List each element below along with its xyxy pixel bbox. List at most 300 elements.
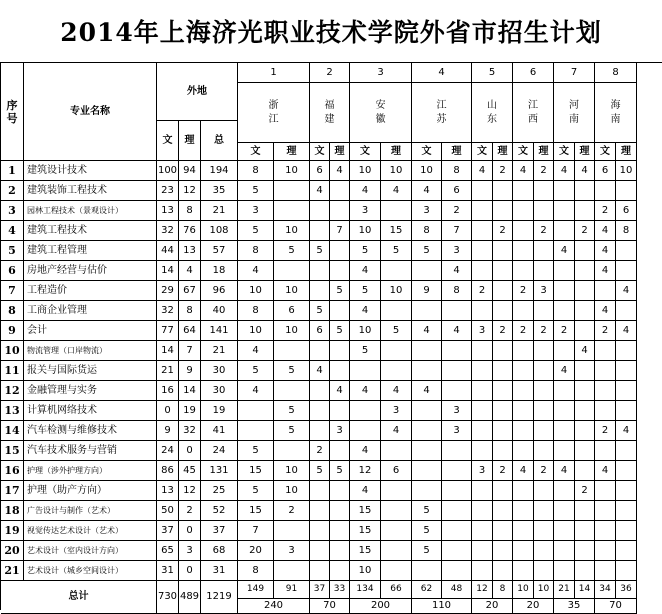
plan-cell: [513, 441, 534, 461]
row-total: 24: [201, 441, 238, 461]
major-name: 建筑装饰工程技术: [24, 181, 157, 201]
plan-cell: [442, 481, 472, 501]
plan-cell: 2: [472, 281, 493, 301]
wen-total: 44: [157, 241, 179, 261]
row-total: 40: [201, 301, 238, 321]
plan-cell: 2: [534, 321, 554, 341]
plan-cell: 2: [493, 161, 513, 181]
plan-cell: [310, 281, 330, 301]
major-name: 建筑工程管理: [24, 241, 157, 261]
plan-cell: [472, 541, 493, 561]
plan-cell: 4: [554, 361, 575, 381]
plan-cell: [274, 381, 310, 401]
plan-cell: [616, 341, 637, 361]
row-total: 96: [201, 281, 238, 301]
plan-cell: [534, 341, 554, 361]
province-total: 35: [554, 599, 595, 614]
plan-cell: 12: [350, 461, 381, 481]
plan-cell: 2: [534, 221, 554, 241]
plan-cell: [513, 421, 534, 441]
major-name: 工程造价: [24, 281, 157, 301]
row-total: 30: [201, 361, 238, 381]
plan-cell: [554, 261, 575, 281]
row-total: 30: [201, 381, 238, 401]
plan-cell: 3: [442, 421, 472, 441]
plan-cell: 10: [274, 481, 310, 501]
row-index: 17: [1, 481, 24, 501]
plan-cell: 8: [616, 221, 637, 241]
li-total: 8: [179, 301, 201, 321]
wen-subheader: 文: [310, 143, 330, 161]
plan-cell: [330, 481, 350, 501]
plan-cell: [472, 381, 493, 401]
plan-cell: 6: [442, 181, 472, 201]
li-subheader: 理: [575, 143, 595, 161]
plan-cell: 5: [238, 181, 274, 201]
plan-cell: [554, 301, 575, 321]
li-total: 12: [179, 481, 201, 501]
plan-cell: [412, 401, 442, 421]
plan-cell: [472, 421, 493, 441]
plan-cell: [442, 381, 472, 401]
li-subheader: 理: [442, 143, 472, 161]
plan-cell: [554, 281, 575, 301]
plan-cell: [616, 401, 637, 421]
plan-cell: 3: [534, 281, 554, 301]
plan-cell: 10: [350, 161, 381, 181]
plan-cell: [274, 561, 310, 581]
plan-cell: 2: [534, 461, 554, 481]
plan-cell: [513, 481, 534, 501]
plan-cell: 5: [381, 321, 412, 341]
plan-cell: 2: [595, 201, 616, 221]
province-name: 山 东: [472, 83, 513, 143]
province-subtotal: 12: [472, 581, 493, 599]
plan-cell: [575, 501, 595, 521]
row-total: 37: [201, 521, 238, 541]
plan-cell: [513, 501, 534, 521]
plan-cell: [310, 421, 330, 441]
plan-cell: 5: [330, 281, 350, 301]
plan-cell: [442, 341, 472, 361]
plan-cell: 4: [595, 461, 616, 481]
plan-cell: 10: [381, 161, 412, 181]
li-total: 0: [179, 441, 201, 461]
li-total: 76: [179, 221, 201, 241]
plan-cell: [381, 561, 412, 581]
plan-cell: [310, 201, 330, 221]
plan-cell: 4: [381, 381, 412, 401]
province-subtotal: 37: [310, 581, 330, 599]
li-total: 9: [179, 361, 201, 381]
province-subtotal: 91: [274, 581, 310, 599]
plan-cell: [330, 401, 350, 421]
plan-cell: 4: [616, 321, 637, 341]
plan-cell: [472, 261, 493, 281]
major-name: 广告设计与制作（艺术）: [24, 501, 157, 521]
plan-cell: [274, 201, 310, 221]
plan-cell: [412, 261, 442, 281]
plan-cell: [554, 521, 575, 541]
plan-cell: 10: [350, 221, 381, 241]
province-number: 8: [595, 63, 637, 83]
province-name: 安 徽: [350, 83, 412, 143]
plan-cell: [513, 261, 534, 281]
plan-cell: [554, 441, 575, 461]
plan-cell: [274, 181, 310, 201]
plan-cell: [534, 421, 554, 441]
plan-cell: [442, 361, 472, 381]
plan-cell: 5: [330, 321, 350, 341]
wen-subheader: 文: [554, 143, 575, 161]
seq-header: 序 号: [1, 63, 24, 161]
province-number: 4: [412, 63, 472, 83]
plan-cell: [381, 481, 412, 501]
plan-cell: [493, 501, 513, 521]
row-total: 25: [201, 481, 238, 501]
li-subheader: 理: [381, 143, 412, 161]
plan-cell: [575, 261, 595, 281]
plan-cell: [554, 541, 575, 561]
plan-cell: 15: [238, 461, 274, 481]
plan-cell: [381, 441, 412, 461]
major-name: 园林工程技术（景观设计）: [24, 201, 157, 221]
plan-cell: [472, 501, 493, 521]
major-name: 金融管理与实务: [24, 381, 157, 401]
li-total: 12: [179, 181, 201, 201]
wen-total: 16: [157, 381, 179, 401]
plan-cell: [381, 361, 412, 381]
plan-cell: [350, 421, 381, 441]
plan-cell: 4: [350, 261, 381, 281]
major-name: 护理（涉外护理方向）: [24, 461, 157, 481]
plan-cell: 6: [616, 201, 637, 221]
plan-cell: 10: [381, 281, 412, 301]
plan-cell: [274, 441, 310, 461]
plan-cell: [575, 441, 595, 461]
plan-cell: [412, 421, 442, 441]
row-index: 8: [1, 301, 24, 321]
plan-cell: [238, 421, 274, 441]
plan-cell: 9: [412, 281, 442, 301]
wen-total: 21: [157, 361, 179, 381]
plan-cell: 2: [554, 321, 575, 341]
plan-cell: [534, 241, 554, 261]
plan-cell: [595, 341, 616, 361]
plan-cell: 4: [310, 181, 330, 201]
plan-cell: 5: [274, 241, 310, 261]
plan-cell: 5: [274, 421, 310, 441]
wen-total: 86: [157, 461, 179, 481]
province-subtotal: 36: [616, 581, 637, 599]
li-header: 理: [179, 121, 201, 161]
plan-cell: 15: [350, 501, 381, 521]
plan-cell: 6: [310, 321, 330, 341]
plan-cell: [493, 381, 513, 401]
plan-cell: [513, 181, 534, 201]
province-total: 70: [310, 599, 350, 614]
plan-cell: [554, 481, 575, 501]
plan-cell: [330, 361, 350, 381]
plan-cell: 10: [274, 461, 310, 481]
wen-total: 23: [157, 181, 179, 201]
plan-cell: [493, 481, 513, 501]
plan-cell: [472, 241, 493, 261]
plan-cell: 5: [412, 541, 442, 561]
zong-header: 总: [201, 121, 238, 161]
plan-cell: 5: [310, 461, 330, 481]
plan-cell: [513, 201, 534, 221]
row-index: 19: [1, 521, 24, 541]
plan-cell: [472, 301, 493, 321]
plan-cell: [575, 181, 595, 201]
li-total: 94: [179, 161, 201, 181]
plan-cell: 4: [616, 421, 637, 441]
major-name: 视觉传达艺术设计（艺术）: [24, 521, 157, 541]
plan-cell: [575, 541, 595, 561]
plan-cell: 2: [534, 161, 554, 181]
wen-total: 77: [157, 321, 179, 341]
wen-subheader: 文: [513, 143, 534, 161]
plan-cell: [554, 381, 575, 401]
li-total: 19: [179, 401, 201, 421]
plan-cell: [616, 361, 637, 381]
plan-cell: [595, 561, 616, 581]
plan-cell: 8: [238, 561, 274, 581]
page-title: 2014年上海济光职业技术学院外省市招生计划: [60, 18, 602, 47]
plan-cell: [616, 381, 637, 401]
plan-cell: 3: [472, 461, 493, 481]
wen-total: 9: [157, 421, 179, 441]
plan-cell: 4: [513, 461, 534, 481]
plan-cell: 4: [595, 261, 616, 281]
major-name: 计算机网络技术: [24, 401, 157, 421]
plan-cell: [330, 541, 350, 561]
plan-cell: 4: [412, 181, 442, 201]
plan-cell: [493, 421, 513, 441]
li-total: 67: [179, 281, 201, 301]
plan-cell: [616, 301, 637, 321]
row-index: 1: [1, 161, 24, 181]
plan-cell: [595, 361, 616, 381]
plan-cell: [616, 241, 637, 261]
plan-cell: 4: [554, 461, 575, 481]
major-name: 工商企业管理: [24, 301, 157, 321]
row-index: 3: [1, 201, 24, 221]
plan-cell: [554, 501, 575, 521]
plan-cell: 5: [350, 241, 381, 261]
row-index: 9: [1, 321, 24, 341]
province-name: 河 南: [554, 83, 595, 143]
plan-cell: [554, 221, 575, 241]
plan-cell: 2: [513, 281, 534, 301]
li-total: 0: [179, 521, 201, 541]
plan-cell: 2: [595, 421, 616, 441]
li-total: 45: [179, 461, 201, 481]
plan-cell: [513, 241, 534, 261]
plan-cell: [534, 301, 554, 321]
plan-cell: 4: [238, 261, 274, 281]
province-total: 20: [472, 599, 513, 614]
plan-cell: [575, 521, 595, 541]
major-name: 汽车技术服务与营销: [24, 441, 157, 461]
plan-cell: 4: [442, 261, 472, 281]
row-index: 16: [1, 461, 24, 481]
province-subtotal: 134: [350, 581, 381, 599]
plan-cell: [595, 401, 616, 421]
row-index: 13: [1, 401, 24, 421]
plan-cell: [513, 401, 534, 421]
plan-cell: [330, 341, 350, 361]
plan-cell: [381, 341, 412, 361]
plan-cell: 5: [412, 521, 442, 541]
major-name: 会计: [24, 321, 157, 341]
li-total: 32: [179, 421, 201, 441]
wen-subheader: 文: [412, 143, 442, 161]
province-name: 福 建: [310, 83, 350, 143]
plan-cell: 4: [595, 221, 616, 241]
plan-cell: [274, 521, 310, 541]
plan-cell: [595, 541, 616, 561]
plan-cell: [534, 361, 554, 381]
plan-cell: [493, 301, 513, 321]
plan-cell: 8: [238, 161, 274, 181]
plan-cell: [493, 341, 513, 361]
plan-cell: 3: [350, 201, 381, 221]
total-zong: 1219: [201, 581, 238, 614]
plan-cell: [575, 381, 595, 401]
plan-cell: [493, 241, 513, 261]
plan-cell: [493, 521, 513, 541]
row-total: 131: [201, 461, 238, 481]
province-total: 70: [595, 599, 637, 614]
plan-cell: 4: [575, 341, 595, 361]
row-index: 10: [1, 341, 24, 361]
wen-total: 13: [157, 201, 179, 221]
li-total: 2: [179, 501, 201, 521]
plan-cell: [472, 221, 493, 241]
row-total: 41: [201, 421, 238, 441]
province-subtotal: 21: [554, 581, 575, 599]
plan-cell: 5: [310, 241, 330, 261]
row-total: 35: [201, 181, 238, 201]
plan-cell: 4: [350, 481, 381, 501]
wen-total: 37: [157, 521, 179, 541]
plan-cell: [595, 501, 616, 521]
plan-cell: 10: [238, 281, 274, 301]
plan-cell: 10: [274, 321, 310, 341]
plan-cell: 10: [274, 221, 310, 241]
plan-cell: [595, 381, 616, 401]
plan-cell: [412, 361, 442, 381]
plan-cell: [472, 181, 493, 201]
plan-cell: [412, 481, 442, 501]
province-name: 海 南: [595, 83, 637, 143]
plan-cell: [554, 201, 575, 221]
plan-cell: 15: [238, 501, 274, 521]
plan-cell: [310, 501, 330, 521]
plan-cell: 15: [350, 521, 381, 541]
li-subheader: 理: [274, 143, 310, 161]
plan-cell: [472, 481, 493, 501]
plan-cell: [310, 261, 330, 281]
plan-cell: [381, 261, 412, 281]
plan-cell: 2: [442, 201, 472, 221]
plan-cell: [575, 201, 595, 221]
plan-cell: [442, 561, 472, 581]
plan-cell: [493, 261, 513, 281]
plan-cell: [412, 341, 442, 361]
plan-cell: [493, 181, 513, 201]
plan-cell: [513, 221, 534, 241]
province-subtotal: 8: [493, 581, 513, 599]
plan-cell: 7: [442, 221, 472, 241]
plan-cell: [442, 301, 472, 321]
plan-cell: [310, 541, 330, 561]
wen-total: 14: [157, 261, 179, 281]
plan-cell: [381, 501, 412, 521]
plan-cell: 4: [472, 161, 493, 181]
plan-cell: [381, 301, 412, 321]
plan-cell: [442, 521, 472, 541]
province-subtotal: 10: [534, 581, 554, 599]
plan-cell: 7: [238, 521, 274, 541]
plan-cell: [472, 341, 493, 361]
waidi-header: 外地: [157, 63, 238, 121]
plan-cell: 4: [595, 241, 616, 261]
plan-cell: [493, 281, 513, 301]
plan-cell: [310, 521, 330, 541]
plan-cell: 6: [274, 301, 310, 321]
total-wen: 730: [157, 581, 179, 614]
plan-cell: 10: [350, 321, 381, 341]
plan-cell: [534, 181, 554, 201]
row-total: 194: [201, 161, 238, 181]
plan-cell: [330, 241, 350, 261]
province-subtotal: 10: [513, 581, 534, 599]
plan-cell: [381, 201, 412, 221]
province-subtotal: 149: [238, 581, 274, 599]
plan-cell: [575, 241, 595, 261]
plan-cell: [534, 541, 554, 561]
plan-cell: 5: [238, 361, 274, 381]
row-index: 11: [1, 361, 24, 381]
province-number: 5: [472, 63, 513, 83]
province-subtotal: 33: [330, 581, 350, 599]
plan-cell: [310, 401, 330, 421]
plan-cell: 6: [595, 161, 616, 181]
plan-cell: [442, 501, 472, 521]
wen-subheader: 文: [350, 143, 381, 161]
major-name: 汽车检测与维修技术: [24, 421, 157, 441]
wen-header: 文: [157, 121, 179, 161]
li-total: 64: [179, 321, 201, 341]
plan-cell: 10: [274, 281, 310, 301]
li-subheader: 理: [616, 143, 637, 161]
plan-cell: [310, 221, 330, 241]
row-total: 18: [201, 261, 238, 281]
province-subtotal: 14: [575, 581, 595, 599]
li-subheader: 理: [493, 143, 513, 161]
plan-cell: [493, 561, 513, 581]
plan-cell: 5: [274, 401, 310, 421]
province-name: 江 西: [513, 83, 554, 143]
plan-cell: 4: [350, 181, 381, 201]
plan-cell: 3: [442, 241, 472, 261]
major-name: 艺术设计（室内设计方向）: [24, 541, 157, 561]
plan-cell: [616, 461, 637, 481]
row-index: 4: [1, 221, 24, 241]
